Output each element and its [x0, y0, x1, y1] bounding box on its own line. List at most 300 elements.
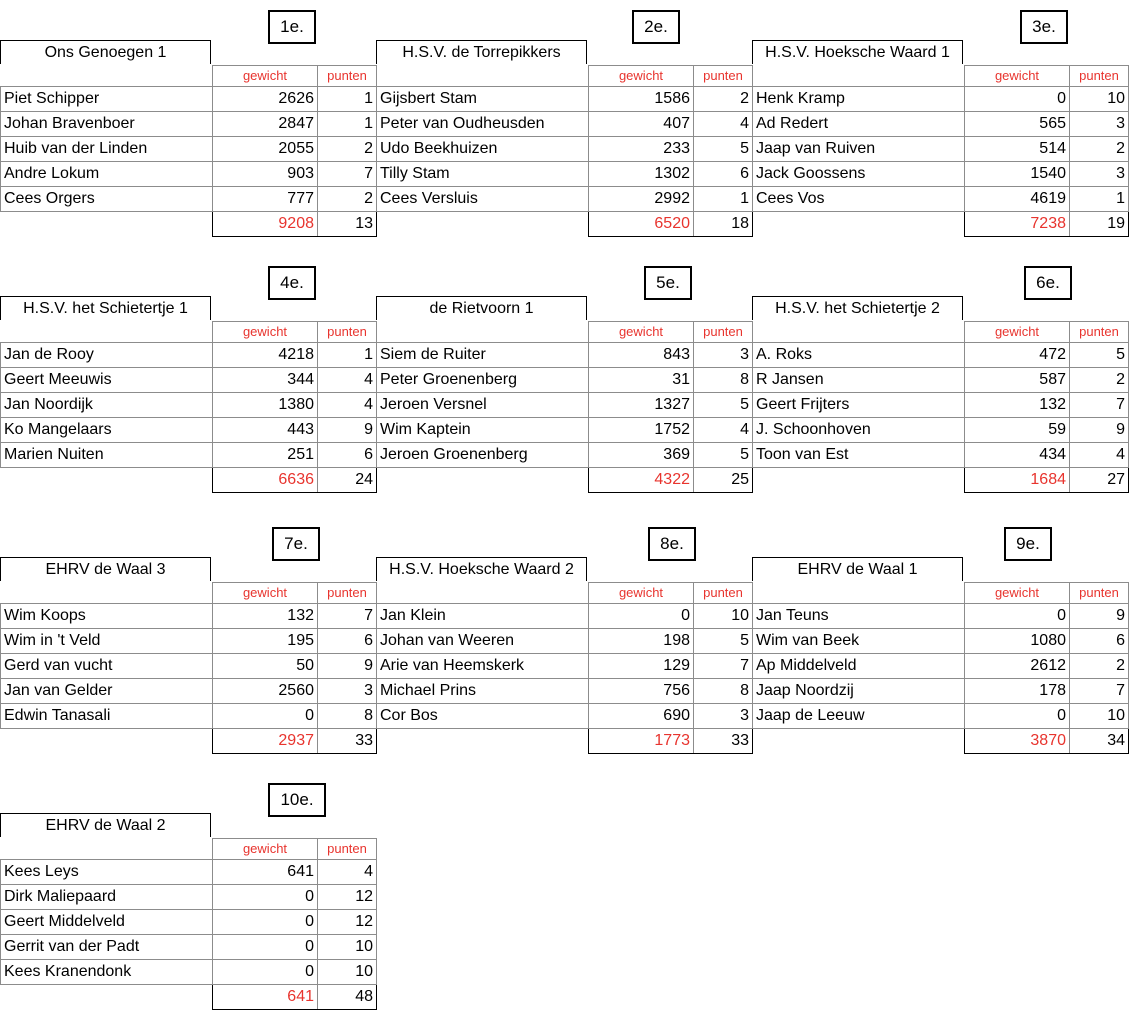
points-cell: 1 [318, 343, 377, 368]
weight-cell: 1080 [965, 629, 1070, 654]
table-row [377, 137, 753, 162]
total-blank [1, 212, 213, 237]
points-cell: 2 [1070, 137, 1129, 162]
weight-cell: 0 [965, 604, 1070, 629]
points-cell: 5 [1070, 343, 1129, 368]
angler-name: Siem de Ruiter [377, 343, 589, 368]
weight-cell: 1380 [213, 393, 318, 418]
column-header-row [377, 66, 753, 87]
points-cell: 8 [318, 704, 377, 729]
points-cell: 10 [318, 935, 377, 960]
table-row [1, 187, 377, 212]
points-cell: 2 [1070, 368, 1129, 393]
angler-name: Tilly Stam [377, 162, 589, 187]
weight-header: gewicht [965, 583, 1070, 604]
points-header: punten [1070, 322, 1129, 343]
points-cell: 4 [694, 418, 753, 443]
team-block [0, 783, 376, 1005]
angler-name: Cees Versluis [377, 187, 589, 212]
total-points: 27 [1070, 468, 1129, 493]
angler-name: J. Schoonhoven [753, 418, 965, 443]
weight-cell: 903 [213, 162, 318, 187]
angler-name: Huib van der Linden [1, 137, 213, 162]
weight-cell: 641 [213, 860, 318, 885]
angler-name: Jeroen Groenenberg [377, 443, 589, 468]
points-cell: 1 [318, 112, 377, 137]
weight-cell: 369 [589, 443, 694, 468]
team-block [0, 10, 376, 232]
table-row [753, 629, 1129, 654]
weight-cell: 1327 [589, 393, 694, 418]
table-row [1, 604, 377, 629]
header-blank [377, 322, 589, 343]
weight-cell: 132 [965, 393, 1070, 418]
column-header-row [1, 839, 377, 860]
angler-name: Wim Koops [1, 604, 213, 629]
points-cell: 7 [694, 654, 753, 679]
table-row [753, 654, 1129, 679]
column-header-row [753, 322, 1129, 343]
angler-name: Jeroen Versnel [377, 393, 589, 418]
points-cell: 10 [694, 604, 753, 629]
angler-name: R Jansen [753, 368, 965, 393]
rank-badge: 1e. [268, 10, 316, 44]
points-cell: 4 [318, 393, 377, 418]
weight-header: gewicht [589, 583, 694, 604]
angler-name: Michael Prins [377, 679, 589, 704]
points-cell: 6 [694, 162, 753, 187]
total-row [1, 729, 377, 754]
team-name: H.S.V. Hoeksche Waard 2 [376, 557, 587, 581]
points-cell: 4 [318, 860, 377, 885]
total-points: 33 [318, 729, 377, 754]
team-block [376, 10, 752, 232]
team-block [0, 527, 376, 749]
total-weight: 2937 [213, 729, 318, 754]
weight-cell: 443 [213, 418, 318, 443]
weight-header: gewicht [213, 583, 318, 604]
weight-header: gewicht [965, 322, 1070, 343]
points-cell: 7 [318, 604, 377, 629]
angler-name: Ad Redert [753, 112, 965, 137]
angler-name: A. Roks [753, 343, 965, 368]
points-cell: 3 [318, 679, 377, 704]
points-header: punten [1070, 583, 1129, 604]
total-weight: 3870 [965, 729, 1070, 754]
total-points: 33 [694, 729, 753, 754]
table-row [753, 704, 1129, 729]
points-cell: 7 [1070, 393, 1129, 418]
table-row [377, 368, 753, 393]
points-cell: 5 [694, 137, 753, 162]
team-name: EHRV de Waal 2 [0, 813, 211, 837]
total-blank [753, 212, 965, 237]
team-block [376, 266, 752, 488]
points-cell: 3 [694, 343, 753, 368]
total-row [1, 468, 377, 493]
weight-cell: 407 [589, 112, 694, 137]
points-cell: 9 [1070, 604, 1129, 629]
total-weight: 1684 [965, 468, 1070, 493]
weight-cell: 4218 [213, 343, 318, 368]
results-table [752, 582, 1129, 754]
table-row [377, 87, 753, 112]
angler-name: Gerrit van der Padt [1, 935, 213, 960]
weight-header: gewicht [965, 66, 1070, 87]
rank-badge: 7e. [272, 527, 320, 561]
results-table [376, 65, 753, 237]
total-weight: 6636 [213, 468, 318, 493]
table-row [377, 704, 753, 729]
weight-cell: 0 [965, 704, 1070, 729]
weight-cell: 0 [213, 704, 318, 729]
weight-cell: 434 [965, 443, 1070, 468]
rank-badge: 6e. [1024, 266, 1072, 300]
weight-cell: 129 [589, 654, 694, 679]
table-row [1, 343, 377, 368]
weight-cell: 1586 [589, 87, 694, 112]
table-row [753, 443, 1129, 468]
weight-cell: 4619 [965, 187, 1070, 212]
table-row [1, 393, 377, 418]
points-cell: 8 [694, 679, 753, 704]
points-cell: 4 [1070, 443, 1129, 468]
weight-cell: 251 [213, 443, 318, 468]
table-row [1, 679, 377, 704]
weight-cell: 0 [965, 87, 1070, 112]
rank-badge: 9e. [1004, 527, 1052, 561]
results-table [0, 321, 377, 493]
team-block [752, 266, 1128, 488]
column-header-row [753, 583, 1129, 604]
table-row [377, 112, 753, 137]
weight-cell: 2055 [213, 137, 318, 162]
angler-name: Edwin Tanasali [1, 704, 213, 729]
weight-cell: 2626 [213, 87, 318, 112]
angler-name: Ap Middelveld [753, 654, 965, 679]
angler-name: Gijsbert Stam [377, 87, 589, 112]
header-blank [1, 66, 213, 87]
weight-cell: 777 [213, 187, 318, 212]
points-header: punten [318, 839, 377, 860]
angler-name: Wim van Beek [753, 629, 965, 654]
table-row [1, 960, 377, 985]
weight-cell: 0 [213, 910, 318, 935]
total-weight: 641 [213, 985, 318, 1010]
table-row [1, 704, 377, 729]
weight-cell: 1302 [589, 162, 694, 187]
total-weight: 4322 [589, 468, 694, 493]
total-row [1, 212, 377, 237]
points-cell: 2 [318, 187, 377, 212]
angler-name: Udo Beekhuizen [377, 137, 589, 162]
header-blank [753, 66, 965, 87]
weight-cell: 0 [213, 960, 318, 985]
team-name: EHRV de Waal 3 [0, 557, 211, 581]
points-cell: 7 [1070, 679, 1129, 704]
points-cell: 8 [694, 368, 753, 393]
points-cell: 3 [694, 704, 753, 729]
weight-header: gewicht [213, 66, 318, 87]
points-header: punten [318, 322, 377, 343]
header-blank [1, 839, 213, 860]
angler-name: Jaap Noordzij [753, 679, 965, 704]
weight-cell: 59 [965, 418, 1070, 443]
table-row [753, 187, 1129, 212]
table-row [1, 162, 377, 187]
total-blank [1, 985, 213, 1010]
column-header-row [1, 66, 377, 87]
points-cell: 9 [1070, 418, 1129, 443]
header-blank [753, 583, 965, 604]
angler-name: Cor Bos [377, 704, 589, 729]
angler-name: Cees Orgers [1, 187, 213, 212]
weight-cell: 50 [213, 654, 318, 679]
results-table [752, 65, 1129, 237]
team-name: Ons Genoegen 1 [0, 40, 211, 64]
total-row [753, 468, 1129, 493]
angler-name: Gerd van vucht [1, 654, 213, 679]
table-row [753, 87, 1129, 112]
rank-badge: 8e. [648, 527, 696, 561]
table-row [753, 343, 1129, 368]
table-row [753, 162, 1129, 187]
total-blank [1, 468, 213, 493]
points-cell: 1 [1070, 187, 1129, 212]
weight-header: gewicht [213, 322, 318, 343]
angler-name: Marien Nuiten [1, 443, 213, 468]
angler-name: Peter van Oudheusden [377, 112, 589, 137]
table-row [377, 629, 753, 654]
angler-name: Ko Mangelaars [1, 418, 213, 443]
points-header: punten [694, 322, 753, 343]
table-row [1, 368, 377, 393]
angler-name: Andre Lokum [1, 162, 213, 187]
weight-cell: 132 [213, 604, 318, 629]
team-block [752, 10, 1128, 232]
points-cell: 10 [1070, 704, 1129, 729]
points-header: punten [318, 66, 377, 87]
points-cell: 5 [694, 393, 753, 418]
total-points: 13 [318, 212, 377, 237]
weight-cell: 843 [589, 343, 694, 368]
total-blank [753, 729, 965, 754]
total-blank [377, 729, 589, 754]
angler-name: Jan Teuns [753, 604, 965, 629]
weight-cell: 2992 [589, 187, 694, 212]
total-weight: 6520 [589, 212, 694, 237]
total-points: 24 [318, 468, 377, 493]
column-header-row [377, 322, 753, 343]
angler-name: Wim Kaptein [377, 418, 589, 443]
angler-name: Kees Kranendonk [1, 960, 213, 985]
team-name: de Rietvoorn 1 [376, 296, 587, 320]
weight-header: gewicht [213, 839, 318, 860]
table-row [1, 87, 377, 112]
angler-name: Henk Kramp [753, 87, 965, 112]
points-header: punten [694, 66, 753, 87]
weight-cell: 2560 [213, 679, 318, 704]
column-header-row [1, 583, 377, 604]
table-row [377, 162, 753, 187]
points-cell: 9 [318, 418, 377, 443]
table-row [377, 443, 753, 468]
column-header-row [1, 322, 377, 343]
table-row [753, 604, 1129, 629]
table-row [1, 443, 377, 468]
total-blank [377, 212, 589, 237]
angler-name: Johan Bravenboer [1, 112, 213, 137]
angler-name: Jan de Rooy [1, 343, 213, 368]
angler-name: Jack Goossens [753, 162, 965, 187]
points-cell: 10 [1070, 87, 1129, 112]
team-name: H.S.V. Hoeksche Waard 1 [752, 40, 963, 64]
team-name: H.S.V. het Schietertje 1 [0, 296, 211, 320]
weight-cell: 472 [965, 343, 1070, 368]
results-table [376, 321, 753, 493]
weight-cell: 233 [589, 137, 694, 162]
total-points: 48 [318, 985, 377, 1010]
weight-cell: 756 [589, 679, 694, 704]
total-row [377, 468, 753, 493]
total-weight: 9208 [213, 212, 318, 237]
table-row [753, 393, 1129, 418]
weight-cell: 31 [589, 368, 694, 393]
team-block [0, 266, 376, 488]
total-row [377, 212, 753, 237]
weight-cell: 178 [965, 679, 1070, 704]
points-header: punten [694, 583, 753, 604]
angler-name: Jaap van Ruiven [753, 137, 965, 162]
angler-name: Geert Frijters [753, 393, 965, 418]
angler-name: Jan Klein [377, 604, 589, 629]
points-cell: 7 [318, 162, 377, 187]
table-row [1, 860, 377, 885]
total-points: 34 [1070, 729, 1129, 754]
results-table [0, 65, 377, 237]
header-blank [377, 583, 589, 604]
table-row [1, 654, 377, 679]
table-row [753, 418, 1129, 443]
results-table [0, 582, 377, 754]
angler-name: Wim in 't Veld [1, 629, 213, 654]
weight-cell: 344 [213, 368, 318, 393]
total-weight: 1773 [589, 729, 694, 754]
angler-name: Cees Vos [753, 187, 965, 212]
table-row [1, 629, 377, 654]
points-cell: 5 [694, 443, 753, 468]
total-weight: 7238 [965, 212, 1070, 237]
total-blank [377, 468, 589, 493]
weight-cell: 2847 [213, 112, 318, 137]
angler-name: Johan van Weeren [377, 629, 589, 654]
table-row [1, 910, 377, 935]
total-blank [753, 468, 965, 493]
total-points: 25 [694, 468, 753, 493]
angler-name: Geert Middelveld [1, 910, 213, 935]
angler-name: Toon van Est [753, 443, 965, 468]
points-cell: 1 [694, 187, 753, 212]
rank-badge: 4e. [268, 266, 316, 300]
header-blank [1, 322, 213, 343]
weight-cell: 565 [965, 112, 1070, 137]
angler-name: Kees Leys [1, 860, 213, 885]
total-points: 19 [1070, 212, 1129, 237]
header-blank [377, 66, 589, 87]
team-name: EHRV de Waal 1 [752, 557, 963, 581]
angler-name: Jaap de Leeuw [753, 704, 965, 729]
column-header-row [377, 583, 753, 604]
points-cell: 4 [694, 112, 753, 137]
total-row [753, 729, 1129, 754]
points-cell: 12 [318, 910, 377, 935]
table-row [377, 393, 753, 418]
table-row [753, 137, 1129, 162]
results-table [0, 838, 377, 1010]
table-row [1, 885, 377, 910]
weight-cell: 198 [589, 629, 694, 654]
table-row [377, 418, 753, 443]
weight-cell: 2612 [965, 654, 1070, 679]
table-row [1, 418, 377, 443]
table-row [753, 368, 1129, 393]
column-header-row [753, 66, 1129, 87]
weight-cell: 1540 [965, 162, 1070, 187]
points-cell: 9 [318, 654, 377, 679]
header-blank [753, 322, 965, 343]
points-cell: 2 [1070, 654, 1129, 679]
team-name: H.S.V. het Schietertje 2 [752, 296, 963, 320]
team-block [376, 527, 752, 749]
table-row [377, 654, 753, 679]
table-row [377, 679, 753, 704]
weight-cell: 1752 [589, 418, 694, 443]
table-row [377, 187, 753, 212]
points-cell: 10 [318, 960, 377, 985]
points-cell: 6 [318, 443, 377, 468]
points-cell: 1 [318, 87, 377, 112]
rank-badge: 10e. [268, 783, 326, 817]
table-row [377, 604, 753, 629]
weight-cell: 0 [589, 604, 694, 629]
angler-name: Geert Meeuwis [1, 368, 213, 393]
angler-name: Dirk Maliepaard [1, 885, 213, 910]
points-cell: 4 [318, 368, 377, 393]
angler-name: Jan Noordijk [1, 393, 213, 418]
rank-badge: 3e. [1020, 10, 1068, 44]
table-row [753, 679, 1129, 704]
table-row [753, 112, 1129, 137]
points-cell: 6 [318, 629, 377, 654]
total-blank [1, 729, 213, 754]
total-points: 18 [694, 212, 753, 237]
rank-badge: 2e. [632, 10, 680, 44]
weight-cell: 0 [213, 935, 318, 960]
total-row [1, 985, 377, 1010]
weight-cell: 690 [589, 704, 694, 729]
team-block [752, 527, 1128, 749]
total-row [377, 729, 753, 754]
header-blank [1, 583, 213, 604]
angler-name: Peter Groenenberg [377, 368, 589, 393]
points-cell: 5 [694, 629, 753, 654]
points-cell: 2 [318, 137, 377, 162]
table-row [1, 935, 377, 960]
results-table [376, 582, 753, 754]
weight-header: gewicht [589, 66, 694, 87]
total-row [753, 212, 1129, 237]
table-row [1, 137, 377, 162]
